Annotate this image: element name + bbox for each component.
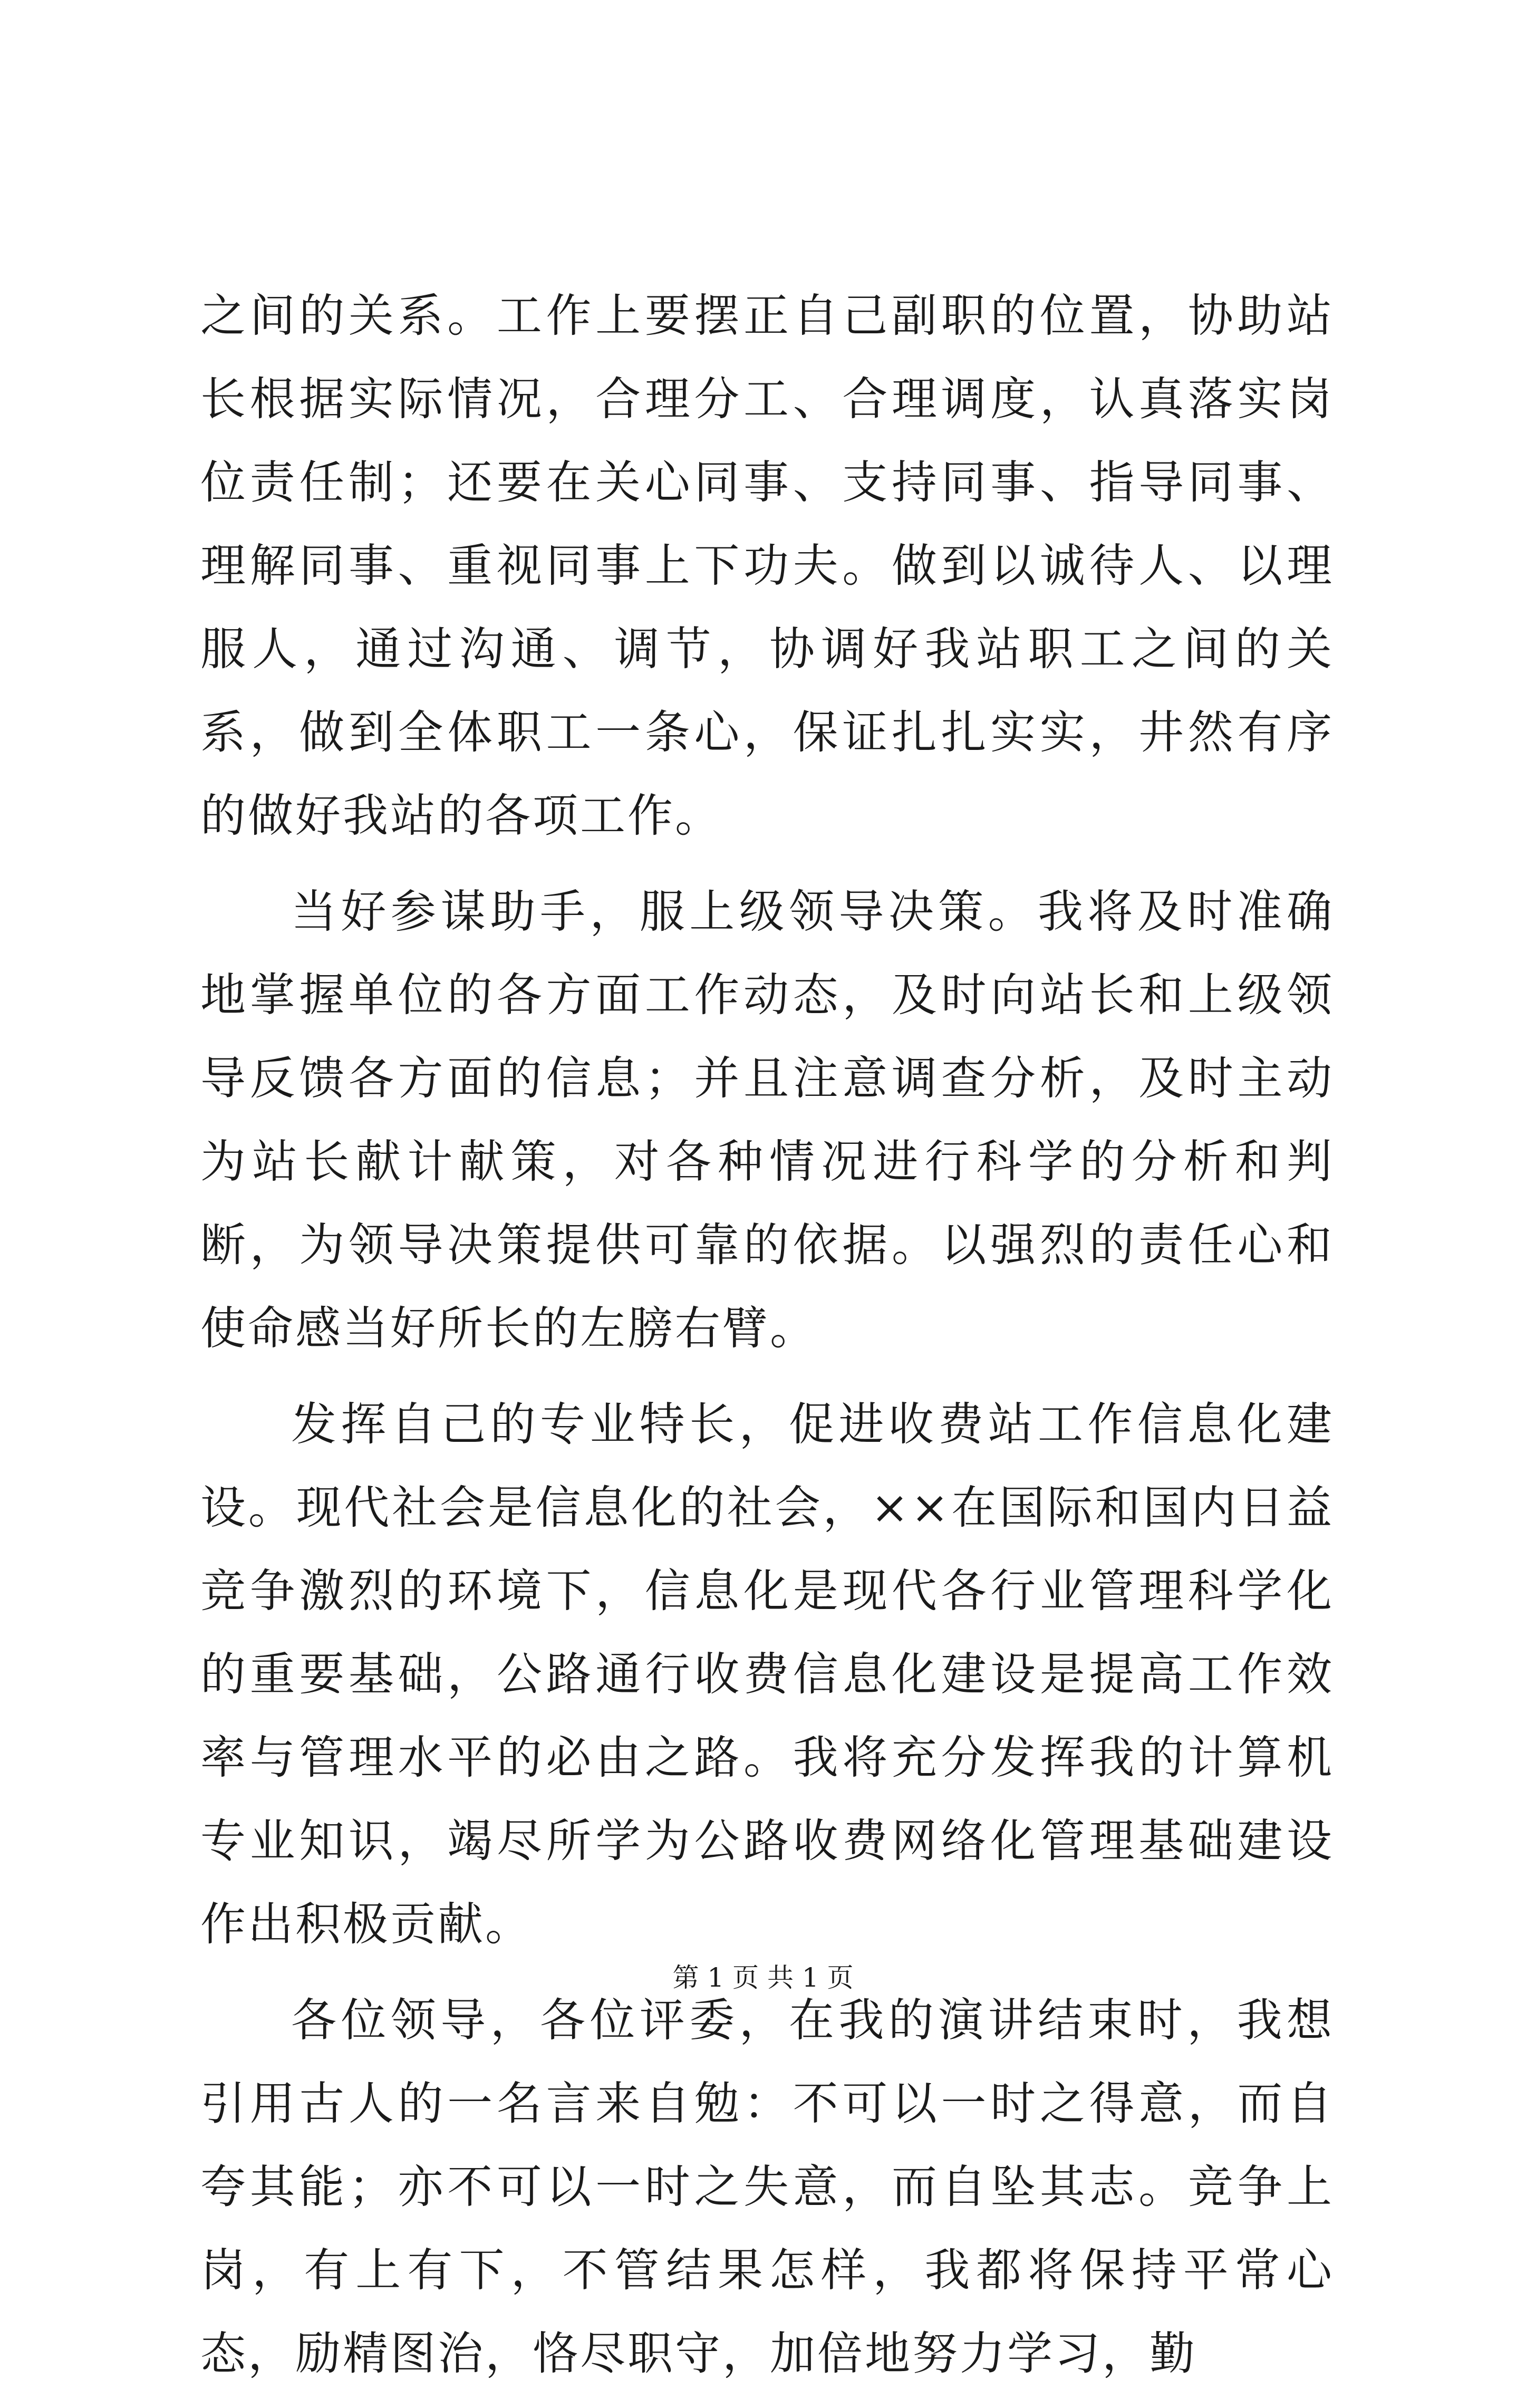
document-body <box>200 274 1334 2408</box>
paragraph-advisor-role: 当好参谋助手，服上级领导决策。我将及时准确地掌握单位的各方面工作动态，及时向站长和上级领导反馈各方面的信息；并且注意调查分析，及时主动为站长献计献策，对各种情况进行科学的分析和判断，为领导决策提供可靠的依据。以强烈的责任心和使命感当好所长的左膀右臂。 <box>200 885 1334 1355</box>
paragraph-closing-remarks: 各位领导，各位评委，在我的演讲结束时，我想引用古人的一名言来自勉：不可以一时之得意，而自夸其能；亦不可以一时之失意，而自坠其志。竞争上岗，有上有下，不管结果怎样，我都将保持平常心态，励精图治，恪尽职守，加倍地努力学习，勤 <box>200 1994 1334 2380</box>
page-footer: 第 1 页 共 1 页 <box>672 1962 854 1993</box>
paragraph-continuation: 之间的关系。工作上要摆正自己副职的位置，协助站长根据实际情况，合理分工、合理调度，认真落实岗位责任制；还要在关心同事、支持同事、指导同事、理解同事、重视同事上下功夫。做到以诚待人、以理服人，通过沟通、调节，协调好我站职工之间的关系，做到全体职工一条心，保证扎扎实实，井然有序的做好我站的各项工作。 <box>200 290 1334 842</box>
paragraph-informatization: 发挥自己的专业特长，促进收费站工作信息化建设。现代社会是信息化的社会，××在国际和国内日益竞争激烈的环境下，信息化是现代各行业管理科学化的重要基础，公路通行收费信息化建设是提高工作效率与管理水平的必由之路。我将充分发挥我的计算机专业知识，竭尽所学为公路收费网络化管理基础建设作出积极贡献。 <box>200 1398 1334 1951</box>
